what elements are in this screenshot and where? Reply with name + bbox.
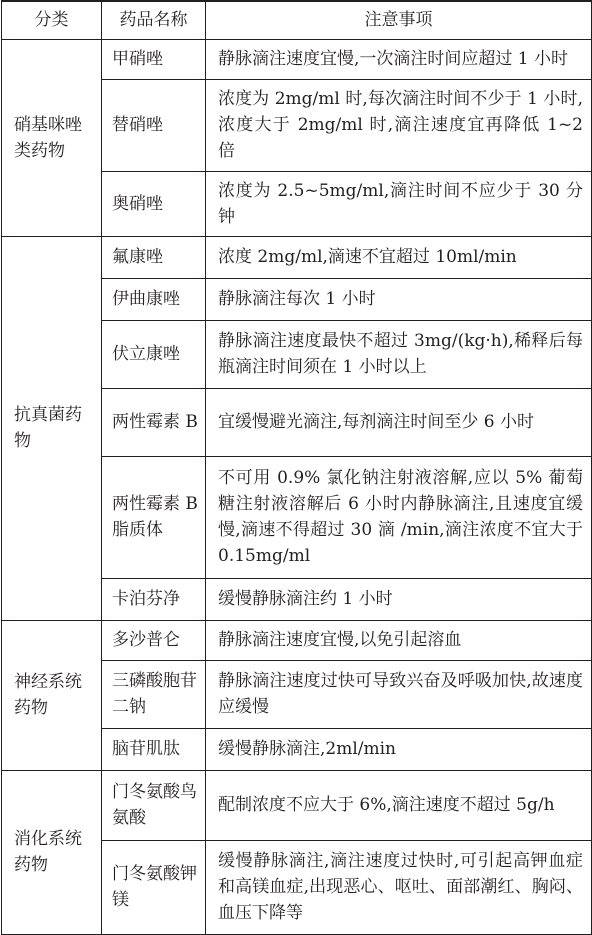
category-cell: 抗真菌药物 <box>2 236 102 620</box>
category-cell: 消化系统药物 <box>2 770 102 934</box>
drug-name-cell: 伏立康唑 <box>102 320 206 388</box>
header-notes: 注意事项 <box>206 1 592 39</box>
note-cell: 静脉滴注速度最快不超过 3mg/(kg·h),稀释后每瓶滴注时间须在 1 小时以上 <box>206 320 592 388</box>
note-cell: 静脉滴注速度宜慢,以免引起溶血 <box>206 620 592 660</box>
note-cell: 静脉滴注每次 1 小时 <box>206 278 592 320</box>
note-cell: 缓慢静脉滴注约 1 小时 <box>206 578 592 620</box>
note-cell: 宜缓慢避光滴注,每剂滴注时间至少 6 小时 <box>206 388 592 456</box>
category-cell: 硝基咪唑类药物 <box>2 39 102 236</box>
note-cell: 浓度为 2mg/ml 时,每次滴注时间不少于 1 小时,浓度大于 2mg/ml 时,滴注速度宜再降低 1~2 倍 <box>206 79 592 171</box>
header-drug-name: 药品名称 <box>102 1 206 39</box>
note-cell: 配制浓度不应大于 6%,滴注速度不超过 5g/h <box>206 770 592 840</box>
drug-name-cell: 氟康唑 <box>102 236 206 278</box>
drug-name-cell: 两性霉素 B <box>102 388 206 456</box>
header-row <box>2 1 592 39</box>
drug-name-cell: 两性霉素 B 脂质体 <box>102 456 206 578</box>
note-cell: 浓度 2mg/ml,滴速不宜超过 10ml/min <box>206 236 592 278</box>
drug-infusion-table <box>1 0 592 935</box>
drug-name-cell: 奥硝唑 <box>102 171 206 236</box>
table-row <box>2 620 592 660</box>
note-cell: 不可用 0.9% 氯化钠注射液溶解,应以 5% 葡萄糖注射液溶解后 6 小时内静脉滴注,且速度宜缓慢,滴速不得超过 30 滴 /min,滴注浓度不宜大于 0.15mg/ml <box>206 456 592 578</box>
drug-name-cell: 伊曲康唑 <box>102 278 206 320</box>
note-cell: 静脉滴注速度宜慢,一次滴注时间应超过 1 小时 <box>206 39 592 79</box>
drug-name-cell: 脑苷肌肽 <box>102 728 206 770</box>
table-row <box>2 39 592 79</box>
drug-name-cell: 三磷酸胞苷二钠 <box>102 660 206 728</box>
table-row <box>2 770 592 840</box>
drug-name-cell: 卡泊芬净 <box>102 578 206 620</box>
drug-name-cell: 甲硝唑 <box>102 39 206 79</box>
category-cell: 神经系统药物 <box>2 620 102 770</box>
drug-name-cell: 替硝唑 <box>102 79 206 171</box>
table-row <box>2 236 592 278</box>
note-cell: 缓慢静脉滴注,滴注速度过快时,可引起高钾血症和高镁血症,出现恶心、呕吐、面部潮红、胸闷、血压下降等 <box>206 840 592 934</box>
drug-name-cell: 多沙普仑 <box>102 620 206 660</box>
drug-name-cell: 门冬氨酸钾镁 <box>102 840 206 934</box>
header-category: 分类 <box>2 1 102 39</box>
note-cell: 浓度为 2.5~5mg/ml,滴注时间不应少于 30 分钟 <box>206 171 592 236</box>
drug-name-cell: 门冬氨酸鸟氨酸 <box>102 770 206 840</box>
note-cell: 静脉滴注速度过快可导致兴奋及呼吸加快,故速度应缓慢 <box>206 660 592 728</box>
note-cell: 缓慢静脉滴注,2ml/min <box>206 728 592 770</box>
